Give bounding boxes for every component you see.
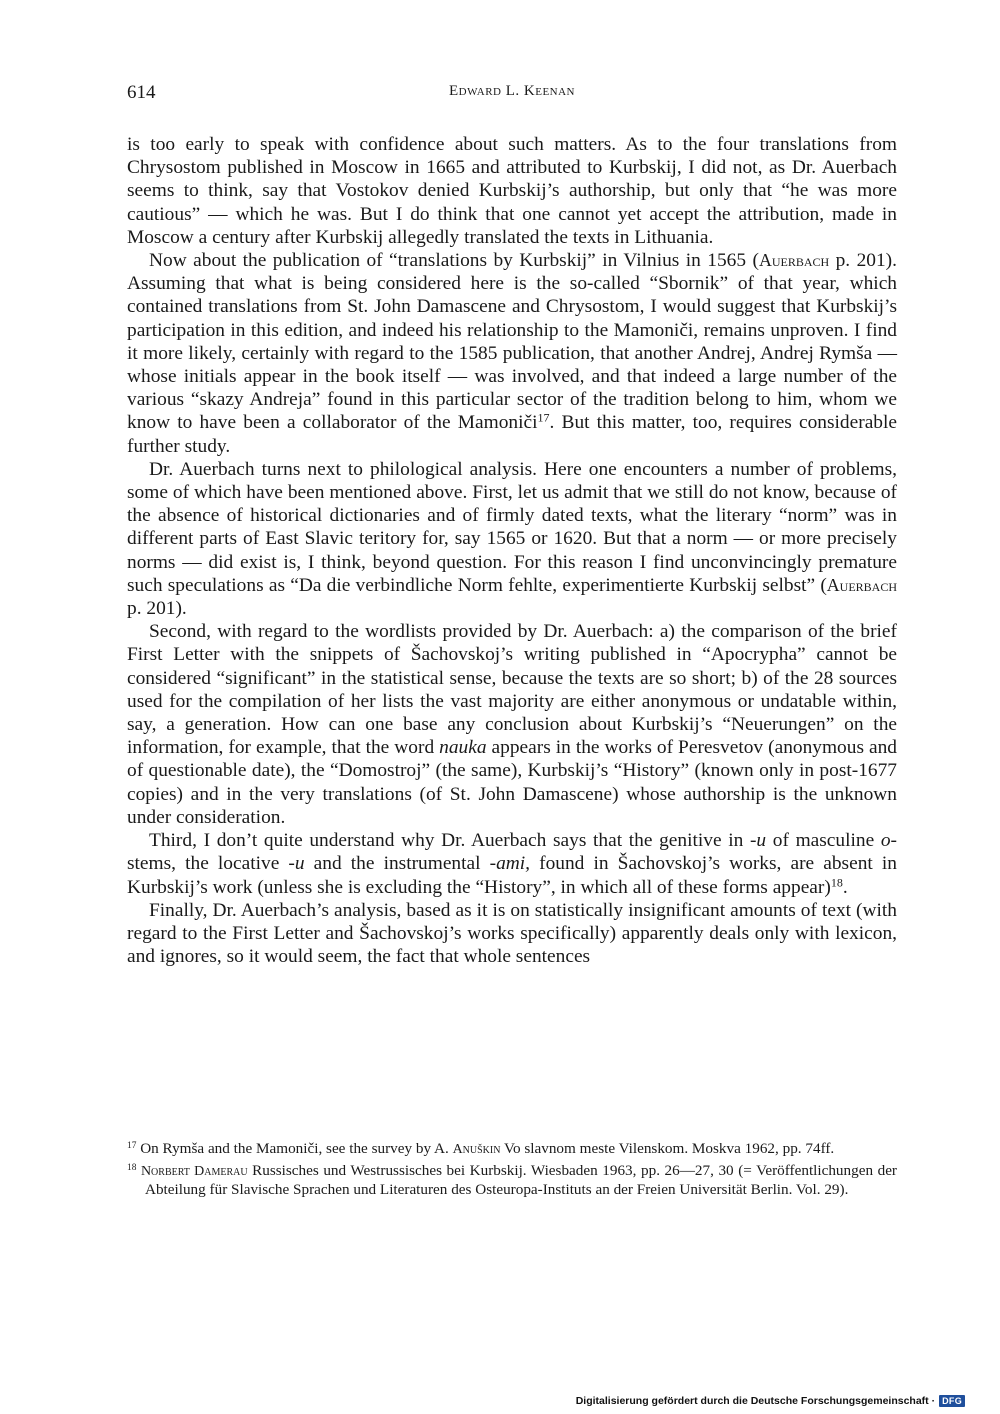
footnotes — [127, 1140, 897, 1200]
footnote-17: $^{17}$ On Rymša and the Mamoniči, see the survey by A. Anuškin Vo slavnom meste Vilenskom. Moskva 1962, pp. 74ff. — [127, 1140, 835, 1157]
paragraph-5: Third, I don’t quite understand why Dr. Auerbach says that the genitive in -u of masculine o-stems, the locative -u and the instrumental -ami, found in Šachovskoj’s works, are absent in Kurbskij’s work (unless she is excluding the “History”, in which all of these forms appear)$^{18}$. — [127, 830, 898, 898]
paragraph-3: Dr. Auerbach turns next to philological analysis. Here one encounters a number of problems, some of which have been mentioned above. First, let us admit that we still do not know, because of the absence of historical dictionaries and of firmly dated texts, what the literary “norm” was in different parts of East Slavic teritory for, say 1565 or 1620. But that a norm — or more precisely norms — did exist is, I think, beyond question. For this reason I find unconvincingly premature such speculations as “Da die verbindliche Norm fehlte, experimentierte Kurbskij selbst” (Auerbach p. 201). — [127, 458, 897, 620]
paragraph-4: Second, with regard to the wordlists provided by Dr. Auerbach: a) the comparison of the brief First Letter with the snippets of Šachovskoj’s writing published in “Apocrypha” cannot be considered “significant” in the statistical sense, because the texts are so short; b) of the 28 sources used for the compilation of her lists the vast majority are either anonymous or undatable within, say, a generation. How can one base any conclusion about Kurbskij’s “Neuerungen” on the information, for example, that the word nauka appears in the works of Peresvetov (anonymous and of questionable date), the “Domostroj” (the same), Kurbskij’s “History” (known only in post-1677 copies) and in the very translations (of St. John Damascene) whose authorship is the unknown under consideration. — [127, 621, 897, 828]
footnote-ref-18: 18 — [830, 874, 843, 889]
digitization-footer — [576, 1395, 965, 1407]
paragraph-1: is too early to speak with confidence about such matters. As to the four translations from Chrysostom published in Moscow in 1665 and attributed to Kurbskij, I did not, as Dr. Auerbach seems to think, say that Vostokov denied Kurbskij’s authorship, but only that “he was more cautious” — which he was. But I do think that one cannot yet accept the attribution, made in Moscow a century after Kurbskij allegedly translated the texts in Lithuania. — [127, 134, 897, 248]
dfg-logo: DFG — [939, 1395, 965, 1407]
paragraph-2: Now about the publication of “translations by Kurbskij” in Vilnius in 1565 (Auerbach p. 201). Assuming that what is being considered here is the so-called “Sbornik” of that year, which contained translations from St. John Damascene and Chrysostom, I would suggest that Kurbskij’s participation in this edition, and indeed his relationship to the Mamoniči, remains unproven. I find it more likely, certainly with regard to the 1585 publication, that another Andrej, Andrej Rymša — whose initials appear in the book itself — was involved, and that indeed a large number of the various “skazy Andreja” found in this particular sector of the tradition belong to him, whom we know to have been a collaborator of the Mamoniči$^{17}$. But this matter, too, requires considerable further study. — [127, 250, 897, 457]
paragraph-6: Finally, Dr. Auerbach’s analysis, based as it is on statistically insignificant amounts of text (with regard to the First Letter and Šachovskoj’s works specifically) apparently deals only with lexicon, and ignores, so it would seem, the fact that whole sentences — [127, 899, 897, 968]
footnote-18: $^{18}$ Norbert Damerau Russisches und Westrussisches bei Kurbskij. Wiesbaden 1963, pp. 26—27, 30 (= Veröffentlichungen der Abteilung für Slavische Sprachen und Literaturen des Osteuropa-Instituts an der Freien Universität Berlin. Vol. 29). — [127, 1161, 897, 1198]
page-number: 614 — [127, 82, 156, 103]
author-citation: Auerbach — [758, 250, 830, 271]
funding-note: Digitalisierung gefördert durch die Deutsche Forschungsgemeinschaft · — [575, 1395, 936, 1407]
footnote-ref-17: 17 — [537, 410, 550, 425]
author-citation: Auerbach — [826, 574, 897, 595]
body-text — [127, 133, 897, 968]
running-head: Edward L. Keenan — [448, 83, 575, 99]
page-header — [127, 82, 897, 106]
italic-term: nauka — [439, 737, 487, 759]
